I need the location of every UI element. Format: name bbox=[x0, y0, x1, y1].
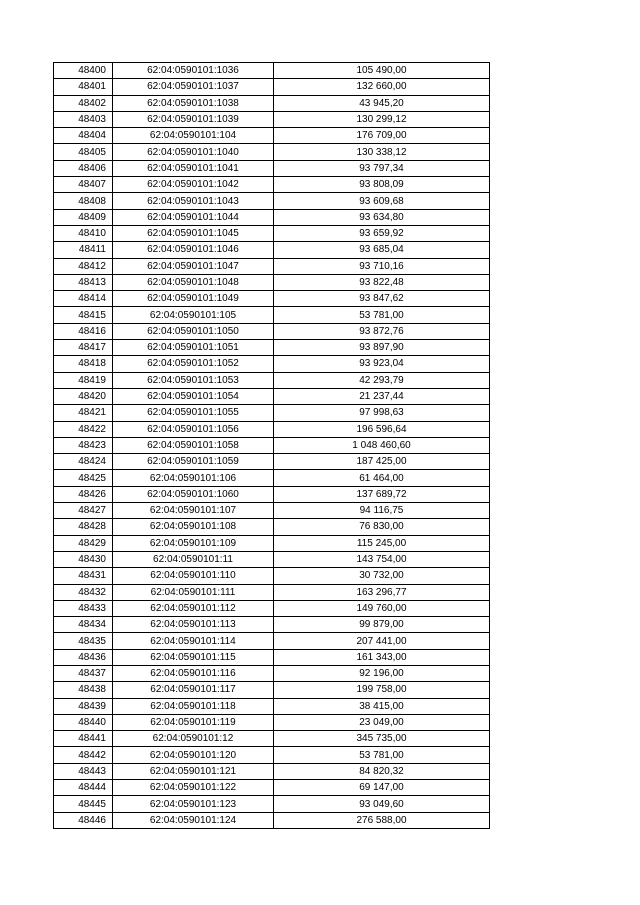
row-index-cell: 48444 bbox=[54, 780, 113, 796]
table-row bbox=[54, 144, 490, 160]
cadastral-value-cell: 93 872,76 bbox=[274, 323, 490, 339]
table-row bbox=[54, 111, 490, 127]
row-index-cell: 48405 bbox=[54, 144, 113, 160]
cadastral-value-cell: 196 596,64 bbox=[274, 421, 490, 437]
cadastral-value-cell: 84 820,32 bbox=[274, 763, 490, 779]
table-row bbox=[54, 519, 490, 535]
table-row bbox=[54, 633, 490, 649]
row-index-cell: 48413 bbox=[54, 274, 113, 290]
table-row bbox=[54, 258, 490, 274]
table-row bbox=[54, 796, 490, 812]
cadastral-value-cell: 69 147,00 bbox=[274, 780, 490, 796]
cadastral-value-cell: 93 049,60 bbox=[274, 796, 490, 812]
cadastral-number-cell: 62:04:0590101:105 bbox=[113, 307, 274, 323]
row-index-cell: 48400 bbox=[54, 63, 113, 79]
cadastral-value-table bbox=[53, 62, 490, 829]
table-row bbox=[54, 177, 490, 193]
cadastral-value-cell: 93 685,04 bbox=[274, 242, 490, 258]
cadastral-number-cell: 62:04:0590101:111 bbox=[113, 584, 274, 600]
cadastral-value-cell: 99 879,00 bbox=[274, 617, 490, 633]
cadastral-value-cell: 176 709,00 bbox=[274, 128, 490, 144]
row-index-cell: 48446 bbox=[54, 812, 113, 828]
row-index-cell: 48404 bbox=[54, 128, 113, 144]
cadastral-number-cell: 62:04:0590101:1059 bbox=[113, 454, 274, 470]
row-index-cell: 48409 bbox=[54, 209, 113, 225]
row-index-cell: 48419 bbox=[54, 372, 113, 388]
table-row bbox=[54, 649, 490, 665]
cadastral-number-cell: 62:04:0590101:115 bbox=[113, 649, 274, 665]
cadastral-value-cell: 115 245,00 bbox=[274, 535, 490, 551]
cadastral-value-cell: 53 781,00 bbox=[274, 747, 490, 763]
table-row bbox=[54, 225, 490, 241]
cadastral-number-cell: 62:04:0590101:1038 bbox=[113, 95, 274, 111]
cadastral-value-cell: 94 116,75 bbox=[274, 503, 490, 519]
cadastral-value-cell: 93 808,09 bbox=[274, 177, 490, 193]
cadastral-value-cell: 97 998,63 bbox=[274, 405, 490, 421]
row-index-cell: 48403 bbox=[54, 111, 113, 127]
cadastral-number-cell: 62:04:0590101:104 bbox=[113, 128, 274, 144]
cadastral-value-cell: 187 425,00 bbox=[274, 454, 490, 470]
cadastral-number-cell: 62:04:0590101:119 bbox=[113, 714, 274, 730]
row-index-cell: 48428 bbox=[54, 519, 113, 535]
table-row bbox=[54, 372, 490, 388]
cadastral-value-cell: 43 945,20 bbox=[274, 95, 490, 111]
cadastral-value-cell: 93 847,62 bbox=[274, 291, 490, 307]
cadastral-number-cell: 62:04:0590101:1056 bbox=[113, 421, 274, 437]
cadastral-value-cell: 93 923,04 bbox=[274, 356, 490, 372]
cadastral-value-cell: 30 732,00 bbox=[274, 568, 490, 584]
cadastral-value-cell: 23 049,00 bbox=[274, 714, 490, 730]
row-index-cell: 48435 bbox=[54, 633, 113, 649]
table-row bbox=[54, 193, 490, 209]
table-row bbox=[54, 79, 490, 95]
cadastral-number-cell: 62:04:0590101:1039 bbox=[113, 111, 274, 127]
table-row bbox=[54, 584, 490, 600]
table-row bbox=[54, 470, 490, 486]
row-index-cell: 48416 bbox=[54, 323, 113, 339]
row-index-cell: 48422 bbox=[54, 421, 113, 437]
table-row bbox=[54, 763, 490, 779]
cadastral-value-cell: 161 343,00 bbox=[274, 649, 490, 665]
row-index-cell: 48430 bbox=[54, 551, 113, 567]
cadastral-value-cell: 93 609,68 bbox=[274, 193, 490, 209]
table-row bbox=[54, 421, 490, 437]
cadastral-number-cell: 62:04:0590101:109 bbox=[113, 535, 274, 551]
row-index-cell: 48402 bbox=[54, 95, 113, 111]
table-row bbox=[54, 780, 490, 796]
cadastral-number-cell: 62:04:0590101:118 bbox=[113, 698, 274, 714]
row-index-cell: 48421 bbox=[54, 405, 113, 421]
table-row bbox=[54, 388, 490, 404]
row-index-cell: 48420 bbox=[54, 388, 113, 404]
row-index-cell: 48429 bbox=[54, 535, 113, 551]
row-index-cell: 48432 bbox=[54, 584, 113, 600]
cadastral-value-cell: 105 490,00 bbox=[274, 63, 490, 79]
cadastral-number-cell: 62:04:0590101:1054 bbox=[113, 388, 274, 404]
cadastral-value-cell: 345 735,00 bbox=[274, 731, 490, 747]
table-row bbox=[54, 63, 490, 79]
cadastral-number-cell: 62:04:0590101:1049 bbox=[113, 291, 274, 307]
table-row bbox=[54, 568, 490, 584]
table-row bbox=[54, 812, 490, 828]
row-index-cell: 48425 bbox=[54, 470, 113, 486]
cadastral-value-cell: 130 299,12 bbox=[274, 111, 490, 127]
row-index-cell: 48408 bbox=[54, 193, 113, 209]
cadastral-number-cell: 62:04:0590101:1037 bbox=[113, 79, 274, 95]
cadastral-value-cell: 21 237,44 bbox=[274, 388, 490, 404]
row-index-cell: 48441 bbox=[54, 731, 113, 747]
cadastral-number-cell: 62:04:0590101:110 bbox=[113, 568, 274, 584]
cadastral-number-cell: 62:04:0590101:1043 bbox=[113, 193, 274, 209]
row-index-cell: 48417 bbox=[54, 340, 113, 356]
table-row bbox=[54, 551, 490, 567]
cadastral-number-cell: 62:04:0590101:114 bbox=[113, 633, 274, 649]
cadastral-value-cell: 93 822,48 bbox=[274, 274, 490, 290]
cadastral-number-cell: 62:04:0590101:112 bbox=[113, 600, 274, 616]
cadastral-number-cell: 62:04:0590101:122 bbox=[113, 780, 274, 796]
table-row bbox=[54, 617, 490, 633]
table-row bbox=[54, 682, 490, 698]
row-index-cell: 48406 bbox=[54, 160, 113, 176]
table-row bbox=[54, 698, 490, 714]
table-row bbox=[54, 454, 490, 470]
table-row bbox=[54, 356, 490, 372]
table-row bbox=[54, 714, 490, 730]
cadastral-number-cell: 62:04:0590101:123 bbox=[113, 796, 274, 812]
cadastral-number-cell: 62:04:0590101:1044 bbox=[113, 209, 274, 225]
cadastral-number-cell: 62:04:0590101:1048 bbox=[113, 274, 274, 290]
row-index-cell: 48437 bbox=[54, 665, 113, 681]
cadastral-value-cell: 130 338,12 bbox=[274, 144, 490, 160]
row-index-cell: 48423 bbox=[54, 437, 113, 453]
cadastral-value-cell: 42 293,79 bbox=[274, 372, 490, 388]
cadastral-value-cell: 143 754,00 bbox=[274, 551, 490, 567]
cadastral-number-cell: 62:04:0590101:121 bbox=[113, 763, 274, 779]
cadastral-value-cell: 93 634,80 bbox=[274, 209, 490, 225]
row-index-cell: 48418 bbox=[54, 356, 113, 372]
cadastral-value-cell: 38 415,00 bbox=[274, 698, 490, 714]
table-row bbox=[54, 128, 490, 144]
table-row bbox=[54, 600, 490, 616]
row-index-cell: 48410 bbox=[54, 225, 113, 241]
row-index-cell: 48401 bbox=[54, 79, 113, 95]
cadastral-number-cell: 62:04:0590101:1051 bbox=[113, 340, 274, 356]
table-body bbox=[54, 63, 490, 829]
table-row bbox=[54, 160, 490, 176]
cadastral-value-cell: 1 048 460,60 bbox=[274, 437, 490, 453]
cadastral-number-cell: 62:04:0590101:1045 bbox=[113, 225, 274, 241]
table-row bbox=[54, 274, 490, 290]
cadastral-value-cell: 53 781,00 bbox=[274, 307, 490, 323]
cadastral-number-cell: 62:04:0590101:106 bbox=[113, 470, 274, 486]
row-index-cell: 48436 bbox=[54, 649, 113, 665]
cadastral-number-cell: 62:04:0590101:1052 bbox=[113, 356, 274, 372]
cadastral-number-cell: 62:04:0590101:1060 bbox=[113, 486, 274, 502]
cadastral-number-cell: 62:04:0590101:1050 bbox=[113, 323, 274, 339]
row-index-cell: 48407 bbox=[54, 177, 113, 193]
cadastral-number-cell: 62:04:0590101:1047 bbox=[113, 258, 274, 274]
table-row bbox=[54, 486, 490, 502]
cadastral-number-cell: 62:04:0590101:1040 bbox=[113, 144, 274, 160]
cadastral-number-cell: 62:04:0590101:113 bbox=[113, 617, 274, 633]
cadastral-value-cell: 76 830,00 bbox=[274, 519, 490, 535]
table-row bbox=[54, 95, 490, 111]
row-index-cell: 48442 bbox=[54, 747, 113, 763]
cadastral-value-cell: 163 296,77 bbox=[274, 584, 490, 600]
cadastral-number-cell: 62:04:0590101:1036 bbox=[113, 63, 274, 79]
row-index-cell: 48440 bbox=[54, 714, 113, 730]
table-row bbox=[54, 665, 490, 681]
table-row bbox=[54, 747, 490, 763]
cadastral-number-cell: 62:04:0590101:1046 bbox=[113, 242, 274, 258]
row-index-cell: 48426 bbox=[54, 486, 113, 502]
cadastral-value-cell: 93 710,16 bbox=[274, 258, 490, 274]
table-row bbox=[54, 209, 490, 225]
row-index-cell: 48412 bbox=[54, 258, 113, 274]
row-index-cell: 48433 bbox=[54, 600, 113, 616]
row-index-cell: 48424 bbox=[54, 454, 113, 470]
cadastral-value-cell: 207 441,00 bbox=[274, 633, 490, 649]
cadastral-value-cell: 93 797,34 bbox=[274, 160, 490, 176]
cadastral-number-cell: 62:04:0590101:12 bbox=[113, 731, 274, 747]
table-row bbox=[54, 405, 490, 421]
table-row bbox=[54, 503, 490, 519]
row-index-cell: 48439 bbox=[54, 698, 113, 714]
cadastral-value-cell: 132 660,00 bbox=[274, 79, 490, 95]
cadastral-number-cell: 62:04:0590101:117 bbox=[113, 682, 274, 698]
cadastral-number-cell: 62:04:0590101:1058 bbox=[113, 437, 274, 453]
cadastral-number-cell: 62:04:0590101:108 bbox=[113, 519, 274, 535]
row-index-cell: 48414 bbox=[54, 291, 113, 307]
row-index-cell: 48434 bbox=[54, 617, 113, 633]
cadastral-number-cell: 62:04:0590101:1041 bbox=[113, 160, 274, 176]
cadastral-value-cell: 276 588,00 bbox=[274, 812, 490, 828]
cadastral-number-cell: 62:04:0590101:107 bbox=[113, 503, 274, 519]
cadastral-number-cell: 62:04:0590101:1042 bbox=[113, 177, 274, 193]
cadastral-value-cell: 199 758,00 bbox=[274, 682, 490, 698]
row-index-cell: 48438 bbox=[54, 682, 113, 698]
cadastral-value-cell: 149 760,00 bbox=[274, 600, 490, 616]
row-index-cell: 48415 bbox=[54, 307, 113, 323]
cadastral-value-cell: 137 689,72 bbox=[274, 486, 490, 502]
cadastral-number-cell: 62:04:0590101:120 bbox=[113, 747, 274, 763]
cadastral-number-cell: 62:04:0590101:124 bbox=[113, 812, 274, 828]
row-index-cell: 48431 bbox=[54, 568, 113, 584]
row-index-cell: 48445 bbox=[54, 796, 113, 812]
row-index-cell: 48443 bbox=[54, 763, 113, 779]
table-row bbox=[54, 242, 490, 258]
table-row bbox=[54, 323, 490, 339]
cadastral-value-cell: 61 464,00 bbox=[274, 470, 490, 486]
table-row bbox=[54, 731, 490, 747]
row-index-cell: 48411 bbox=[54, 242, 113, 258]
cadastral-number-cell: 62:04:0590101:1053 bbox=[113, 372, 274, 388]
table-row bbox=[54, 535, 490, 551]
cadastral-value-cell: 93 659,92 bbox=[274, 225, 490, 241]
cadastral-number-cell: 62:04:0590101:11 bbox=[113, 551, 274, 567]
table-row bbox=[54, 437, 490, 453]
table-row bbox=[54, 291, 490, 307]
cadastral-number-cell: 62:04:0590101:116 bbox=[113, 665, 274, 681]
cadastral-value-cell: 93 897,90 bbox=[274, 340, 490, 356]
table-row bbox=[54, 340, 490, 356]
cadastral-value-cell: 92 196,00 bbox=[274, 665, 490, 681]
row-index-cell: 48427 bbox=[54, 503, 113, 519]
cadastral-number-cell: 62:04:0590101:1055 bbox=[113, 405, 274, 421]
table-row bbox=[54, 307, 490, 323]
